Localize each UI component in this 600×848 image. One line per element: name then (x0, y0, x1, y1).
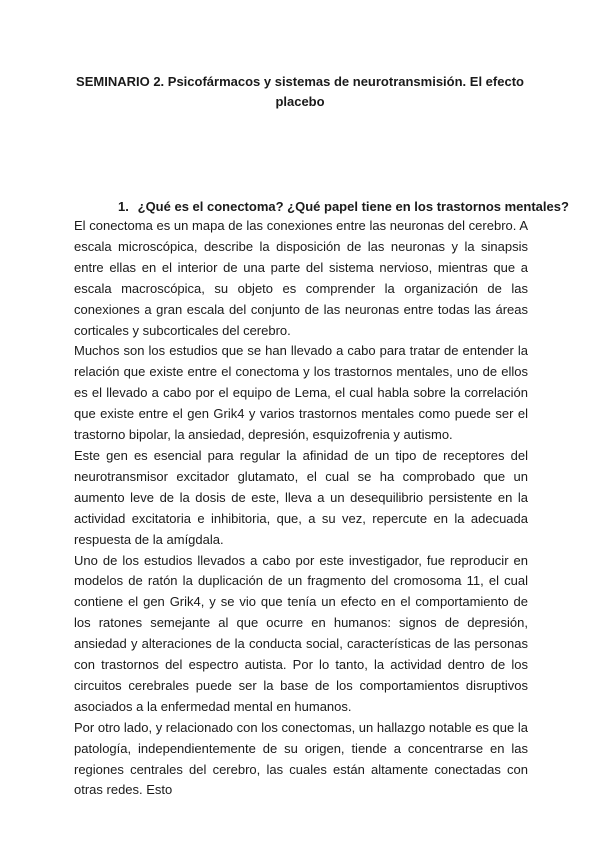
paragraph: El conectoma es un mapa de las conexiones entre las neuronas del cerebro. A escala microscópica, describe la disposición de las neuronas y la sinapsis entre ellas en el interior de una parte del sistema nervioso, mientras que a escala macroscópica, su objeto es comprender la organización de las conexiones a gran escala del conjunto de las neuronas entre todas las áreas corticales y subcorticales del cerebro. (74, 218, 528, 338)
section-number: 1. (118, 199, 129, 214)
paragraph: Por otro lado, y relacionado con los conectomas, un hallazgo notable es que la patología, independientemente de su origen, tiende a concentrarse en las regiones centrales del cerebro, las cuales están altamente conectadas con otras redes. Esto (74, 719, 528, 798)
paragraph: Muchos son los estudios que se han llevado a cabo para tratar de entender la relación que existe entre el conectoma y los trastornos mentales, uno de ellos es el llevado a cabo por el equipo de Lema, el cual habla sobre la correlación que existe entre el gen Grik4 y varios trastornos mentales como puede ser el trastorno bipolar, la ansiedad, depresión, esquizofrenia y autismo. (74, 343, 528, 443)
page-title: SEMINARIO 2. Psicofármacos y sistemas de neurotransmisión. El efecto placebo (76, 74, 524, 109)
body-text (74, 216, 528, 801)
paragraph: Este gen es esencial para regular la afinidad de un tipo de receptores del neurotransmisor excitador glutamato, el cual se ha comprobado que un aumento leve de la dosis de este, lleva a un desequilibrio persistente en la actividad excitatoria e inhibitoria, que, a su vez, repercute en la adecuada respuesta de la amígdala. (74, 447, 528, 547)
paragraph: Uno de los estudios llevados a cabo por este investigador, fue reproducir en modelos de ratón la duplicación de un fragmento del cromosoma 11, el cual contiene el gen Grik4, y se vio que tenía un efecto en el comportamiento de los ratones semejante al que ocurre en humanos: signos de depresión, ansiedad y alteraciones de la conducta social, características de las personas con trastornos del espectro autista. Por lo tanto, la actividad dentro de los circuitos cerebrales puede ser la base de los comportamientos disruptivos asociados a la enfermedad mental en humanos. (74, 552, 528, 714)
section-heading-text: ¿Qué es el conectoma? ¿Qué papel tiene en los trastornos mentales? (137, 199, 569, 214)
section-heading (118, 197, 569, 217)
